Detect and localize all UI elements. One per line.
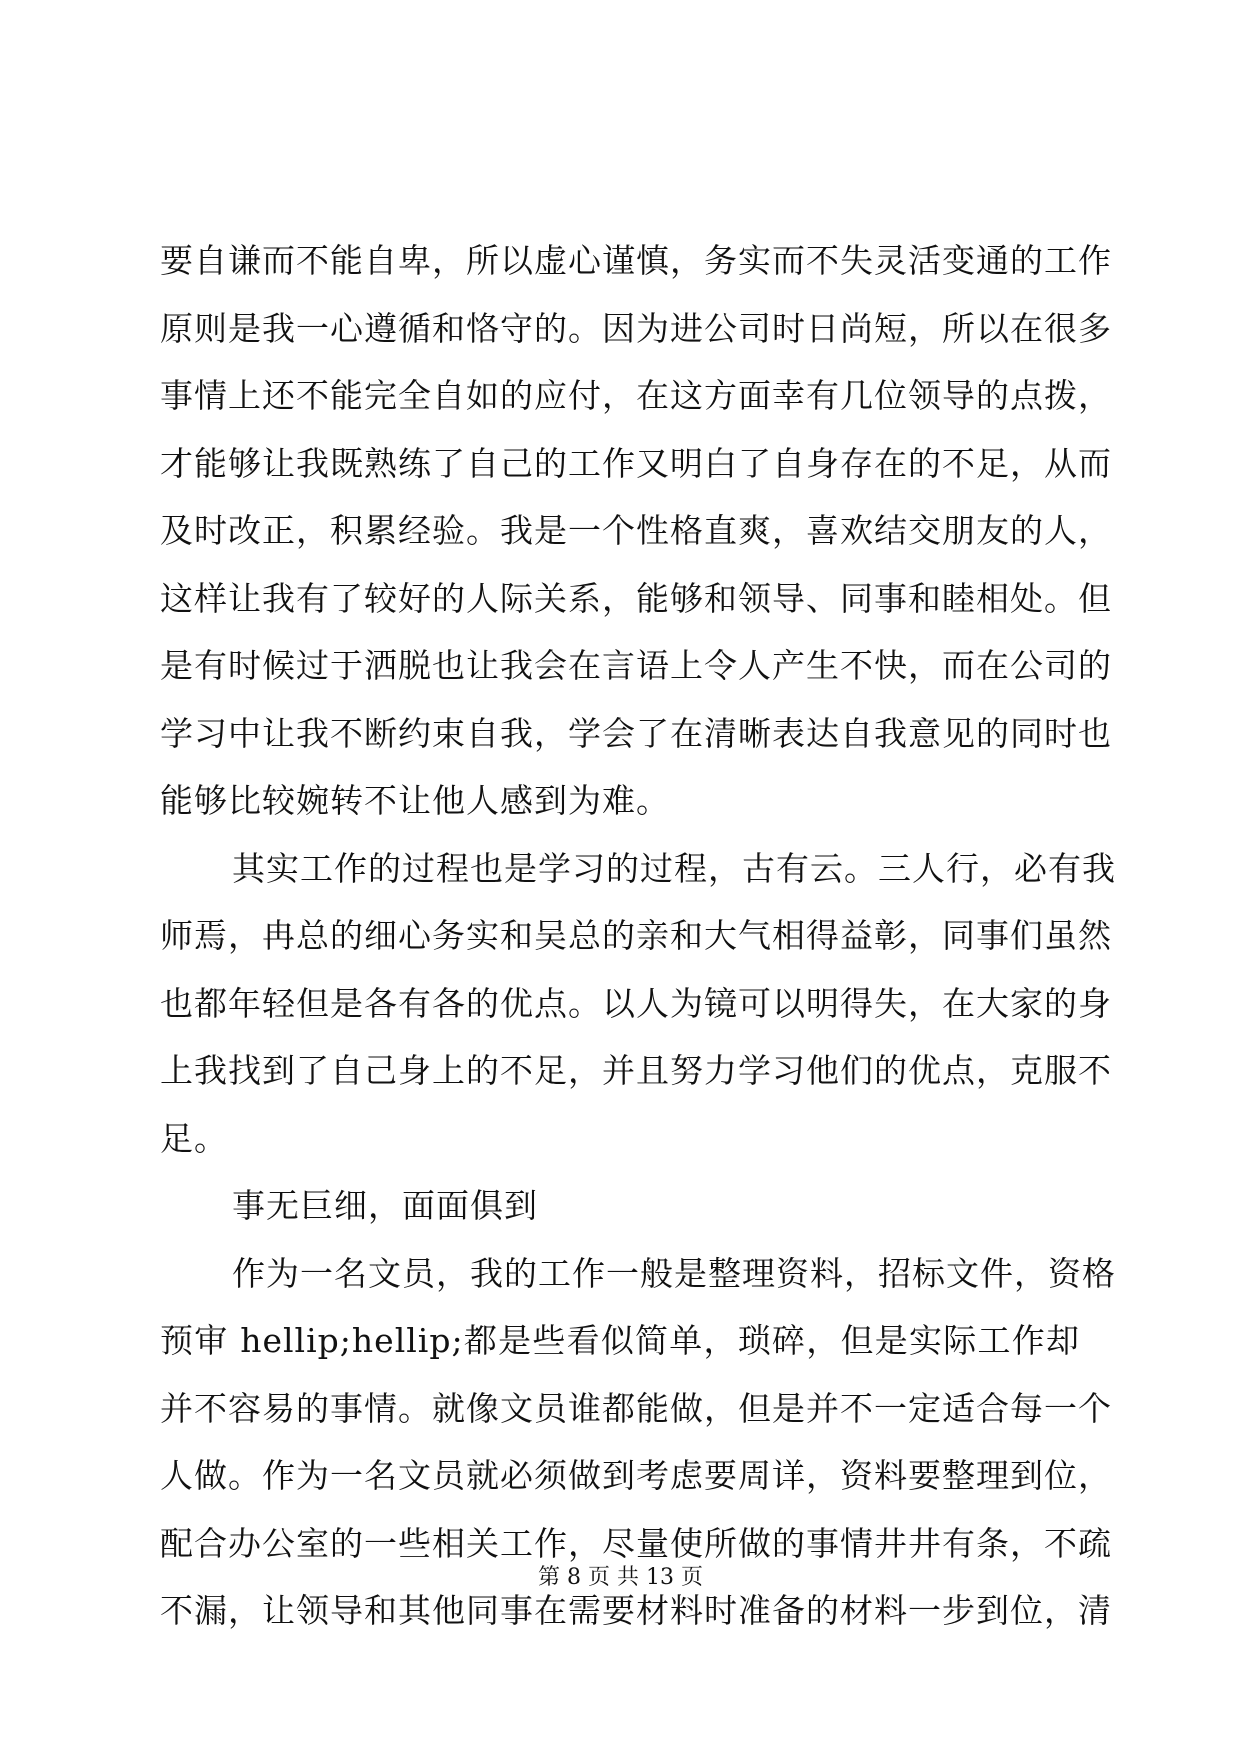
paragraph-line: 也都年轻但是各有各的优点。以人为镜可以明得失，在大家的身	[160, 983, 1112, 1023]
paragraph-line: 这样让我有了较好的人际关系，能够和领导、同事和睦相处。但	[160, 578, 1112, 618]
paragraph-line: 师焉，冉总的细心务实和吴总的亲和大气相得益彰，同事们虽然	[160, 916, 1112, 955]
paragraph-line: 上我找到了自己身上的不足，并且努力学习他们的优点，克服不	[160, 1051, 1112, 1090]
paragraph-line: 不漏，让领导和其他同事在需要材料时准备的材料一步到位，清	[160, 1591, 1112, 1630]
paragraph-line: 原则是我一心遵循和恪守的。因为进公司时日尚短，所以在很多	[160, 308, 1112, 348]
document-body	[160, 227, 1116, 1645]
paragraph-line: 事情上还不能完全自如的应付，在这方面幸有几位领导的点拨，	[160, 376, 1112, 415]
paragraph-line: 要自谦而不能自卑，所以虚心谨慎，务实而不失灵活变通的工作	[160, 241, 1112, 280]
paragraph-line: 人做。作为一名文员就必须做到考虑要周详，资料要整理到位，	[160, 1456, 1112, 1495]
paragraph-line: 足。	[160, 1118, 228, 1158]
paragraph-line: 配合办公室的一些相关工作，尽量使所做的事情井井有条，不疏	[160, 1523, 1112, 1563]
paragraph-line: 及时改正，积累经验。我是一个性格直爽，喜欢结交朋友的人，	[160, 511, 1112, 550]
paragraph-line: 学习中让我不断约束自我，学会了在清晰表达自我意见的同时也	[160, 713, 1112, 753]
paragraph-line: 是有时候过于洒脱也让我会在言语上令人产生不快，而在公司的	[160, 646, 1112, 685]
page-footer: 第 8 页 共 13 页	[538, 1565, 703, 1590]
section-heading: 事无巨细，面面俱到	[232, 1186, 538, 1225]
paragraph-line: 预审 hellip;hellip;都是些看似简单，琐碎，但是实际工作却	[160, 1321, 1080, 1360]
paragraph-line: 其实工作的过程也是学习的过程，古有云。三人行，必有我	[232, 848, 1116, 888]
paragraph-line: 并不容易的事情。就像文员谁都能做，但是并不一定适合每一个	[160, 1388, 1112, 1428]
paragraph-line: 才能够让我既熟练了自己的工作又明白了自身存在的不足，从而	[160, 443, 1112, 483]
paragraph-line: 能够比较婉转不让他人感到为难。	[160, 781, 670, 820]
paragraph-line: 作为一名文员，我的工作一般是整理资料，招标文件，资格	[232, 1253, 1116, 1293]
